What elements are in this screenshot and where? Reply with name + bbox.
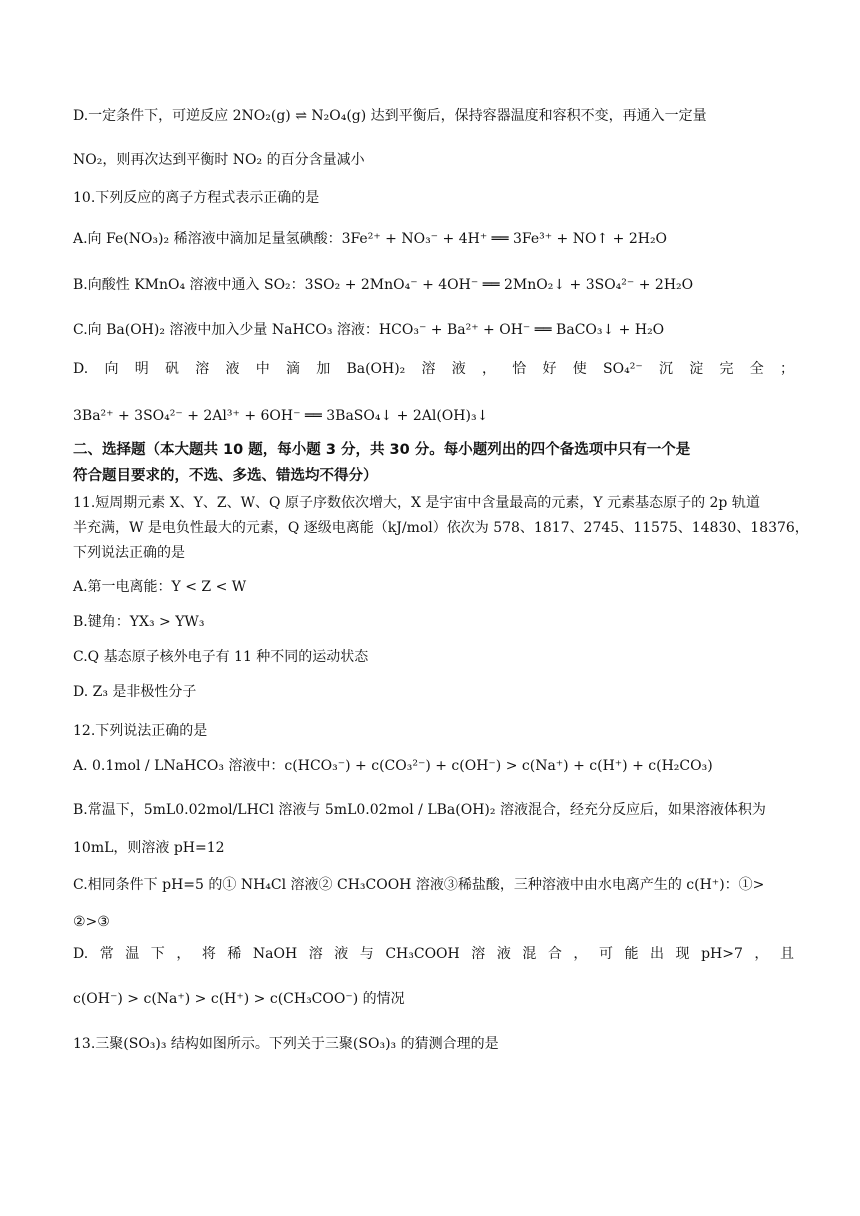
q11-option-c: C.Q 基态原子核外电子有 11 种不同的运动状态 (73, 649, 369, 665)
q10-option-a: A.向 Fe(NO₃)₂ 稀溶液中滴加足量氢碘酸：3Fe²⁺ + NO₃⁻ + 4H⁺ ══ 3Fe³⁺ + NO↑ + 2H₂O (73, 231, 668, 247)
q12-stem: 12.下列说法正确的是 (73, 723, 208, 739)
q11-option-b: B.键角：YX₃ > YW₃ (73, 614, 205, 630)
q10-option-d-line2: 3Ba²⁺ + 3SO₄²⁻ + 2Al³⁺ + 6OH⁻ ══ 3BaSO₄↓ + 2Al(OH)₃↓ (73, 408, 489, 424)
q12-option-b-line2: 10mL，则溶液 pH=12 (73, 840, 225, 856)
q12-option-b-line1: B.常温下，5mL0.02mol/LHCl 溶液与 5mL0.02mol / LBa(OH)₂ 溶液混合，经充分反应后，如果溶液体积为 (73, 802, 766, 818)
q10-option-d-line1: D. 向 明 矾 溶 液 中 滴 加 Ba(OH)₂ 溶 液 ， 恰 好 使 SO₄²⁻ 沉 淀 完 全 ； (73, 361, 794, 377)
q12-option-d-line2: c(OH⁻) > c(Na⁺) > c(H⁺) > c(CH₃COO⁻) 的情况 (73, 991, 405, 1007)
q10-option-b: B.向酸性 KMnO₄ 溶液中通入 SO₂：3SO₂ + 2MnO₄⁻ + 4OH⁻ ══ 2MnO₂↓ + 3SO₄²⁻ + 2H₂O (73, 277, 694, 293)
q12-option-a: A. 0.1mol / LNaHCO₃ 溶液中：c(HCO₃⁻) + c(CO₃²⁻) + c(OH⁻) > c(Na⁺) + c(H⁺) + c(H₂CO₃) (73, 758, 713, 774)
q13-stem: 13.三聚(SO₃)₃ 结构如图所示。下列关于三聚(SO₃)₃ 的猜测合理的是 (73, 1036, 499, 1052)
q12-option-c-line1: C.相同条件下 pH=5 的① NH₄Cl 溶液② CH₃COOH 溶液③稀盐酸，三种溶液中由水电离产生的 c(H⁺)：①> (73, 877, 765, 893)
q9-option-d-line2: NO₂，则再次达到平衡时 NO₂ 的百分含量减小 (73, 152, 365, 168)
q10-stem: 10.下列反应的离子方程式表示正确的是 (73, 190, 320, 206)
q12-option-d-line1: D. 常 温 下 ， 将 稀 NaOH 溶 液 与 CH₃COOH 溶 液 混 合 ， 可 能 出 现 pH>7 ， 且 (73, 946, 794, 962)
q9-option-d-line1: D.一定条件下，可逆反应 2NO₂(g) ⇌ N₂O₄(g) 达到平衡后，保持容器温度和容积不变，再通入一定量 (73, 108, 707, 124)
q11-stem-line1: 11.短周期元素 X、Y、Z、W、Q 原子序数依次增大，X 是宇宙中含量最高的元素，Y 元素基态原子的 2p 轨道 (73, 495, 760, 511)
q12-option-c-line2: ②>③ (73, 914, 110, 930)
q11-option-d: D. Z₃ 是非极性分子 (73, 684, 197, 700)
q10-option-c: C.向 Ba(OH)₂ 溶液中加入少量 NaHCO₃ 溶液：HCO₃⁻ + Ba²⁺ + OH⁻ ══ BaCO₃↓ + H₂O (73, 322, 665, 338)
section-2-heading-line1: 二、选择题（本大题共 10 题，每小题 3 分，共 30 分。每小题列出的四个备选项中只有一个是 (73, 442, 691, 458)
q11-stem-line3: 下列说法正确的是 (73, 545, 185, 561)
section-2-heading-line2: 符合题目要求的，不选、多选、错选均不得分） (73, 468, 378, 484)
q11-stem-line2: 半充满，W 是电负性最大的元素，Q 逐级电离能（kJ/mol）依次为 578、1817、2745、11575、14830、18376， (73, 520, 809, 536)
q11-option-a: A.第一电离能：Y < Z < W (73, 579, 247, 595)
